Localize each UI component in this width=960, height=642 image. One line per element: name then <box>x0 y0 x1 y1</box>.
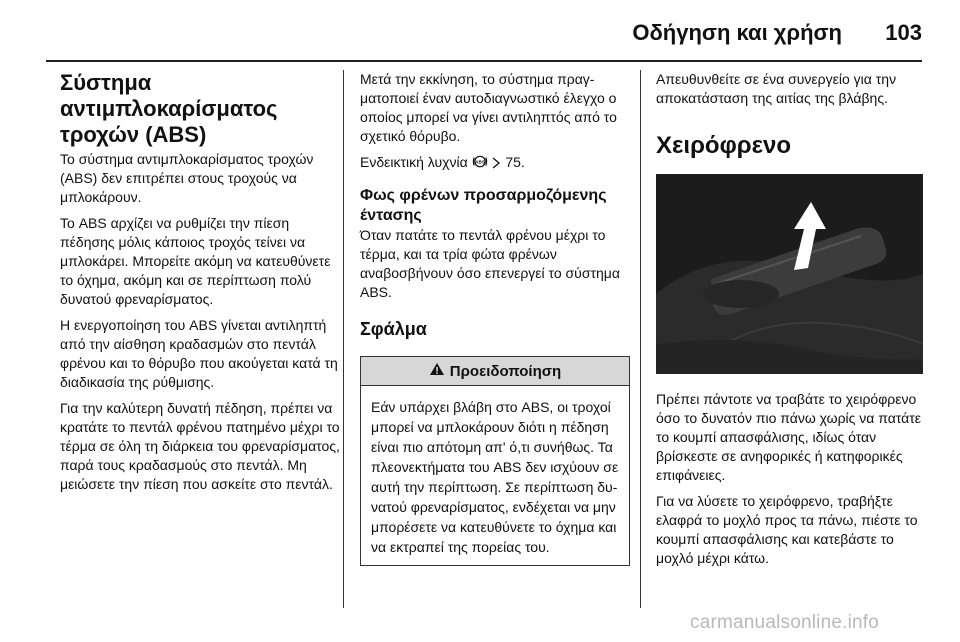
warning-title: Προειδοποίηση <box>449 362 562 380</box>
workshop-paragraph: Απευθυνθείτε σε ένα συνεργείο για την αποκατάσταση της αιτίας της βλάβης. <box>656 71 897 106</box>
indicator-line <box>360 153 630 174</box>
abs-paragraph-1: Το σύστημα αντιμπλοκαρίσματος τροχών (ABS) δεν επιτρέπει στους τροχούς να μπλοκάρουν. <box>60 151 314 205</box>
page-number: 103 <box>885 20 922 45</box>
page-header-title: Οδήγηση και χρήση <box>632 20 842 45</box>
warning-triangle-icon <box>429 362 445 380</box>
fault-heading: Σφάλμα <box>360 319 427 339</box>
abs-paragraph-2: Το ABS αρχίζει να ρυθμίζει την πίεση πέδησης μόλις κάποιος τροχός τείνει να μπλοκάρει. Μπορείτε ακόμη να κατευθύνετε το όχημα, ακόμη και σε περίπτωση πολύ δυνατού φρεναρίσματος. <box>60 215 331 307</box>
adaptive-brake-light-text: Όταν πατάτε το πεντάλ φρένου μέχρι το τέρμα, και τα τρία φώτα φρένων αναβοσβήνουν όσο επενεργεί το σύστημα ABS. <box>360 227 620 300</box>
page-ref-arrow-icon <box>491 155 501 174</box>
warning-text: Εάν υπάρχει βλάβη στο ABS, οι τροχοί μπορεί να μπλοκάρουν διότι η πέδηση είναι πιο απότομη απ' ό,τι συνήθως. Τα πλεονεκτήματα του ABS δεν ισχύουν σε αυτή την περίπτωση. Σε περίπτωση δυνατού φρεναρίσματος, ενδέχεται να μην μπορέσετε να κατευθύνετε το όχημα και να εκτραπεί της πορείας του. <box>371 399 619 555</box>
self-test-paragraph: Μετά την εκκίνηση, το σύστημα πραγματοποιεί έναν αυτοδιαγνωστικό έλεγχο ο οποίος μπορεί να γίνει αντιληπτός από το σχετικό θόρυβο. <box>360 71 617 144</box>
handbrake-heading: Χειρόφρενο <box>656 132 791 159</box>
header-rule <box>46 60 922 62</box>
watermark: carmanualsonline.info <box>690 612 880 633</box>
handbrake-lever-photo <box>656 174 923 374</box>
handbrake-paragraph-2: Για να λύσετε το χειρόφρενο, τραβήξτε ελαφρά το μοχλό προς τα πάνω, πιέστε το κουμπί απασφάλισης και κατεβάστε το μοχλό μέχρι κάτω. <box>656 493 918 566</box>
adaptive-brake-light-heading: Φως φρένων προσαρμοζόμενης έντασης <box>360 187 607 224</box>
column-divider-2 <box>640 70 641 608</box>
column-3 <box>656 70 922 575</box>
abs-heading: Σύστημα αντιμπλοκαρίσματος τροχών (ABS) <box>60 70 278 147</box>
abs-indicator-icon <box>472 154 488 174</box>
column-1 <box>60 70 340 501</box>
handbrake-paragraph-1: Πρέπει πάντοτε να τραβάτε το χειρόφρενο όσο το δυνατόν πιο πάνω χωρίς να πατάτε το κουμπί απασφάλισης, ιδίως όταν βρίσκεστε σε ανηφορικές ή κατηφορικές επιφάνειες. <box>656 391 922 483</box>
indicator-page-ref: 75. <box>505 154 525 170</box>
column-divider-1 <box>343 70 344 608</box>
svg-text:ABS: ABS <box>474 159 485 165</box>
indicator-label: Ενδεικτική λυχνία <box>360 154 468 170</box>
abs-paragraph-4: Για την καλύτερη δυνατή πέδηση, πρέπει να κρατάτε το πεντάλ φρένου πατημένο μέχρι το τέρμα σε όλη τη διάρκεια του φρεναρίσματος, παρά τους κραδασμούς στο πεντάλ. Μη μειώσετε την πίεση που ασκείτε στο πεντάλ. <box>60 400 340 492</box>
abs-paragraph-3: Η ενεργοποίηση του ABS γίνεται αντιληπτή από την αίσθηση κραδασμών στο πεντάλ φρένου και το θόρυβο που ακούγεται κατά τη διαδικασία της ρύθμισης. <box>60 317 338 390</box>
column-2 <box>360 70 630 566</box>
warning-box <box>360 356 630 566</box>
warning-header <box>361 357 629 386</box>
